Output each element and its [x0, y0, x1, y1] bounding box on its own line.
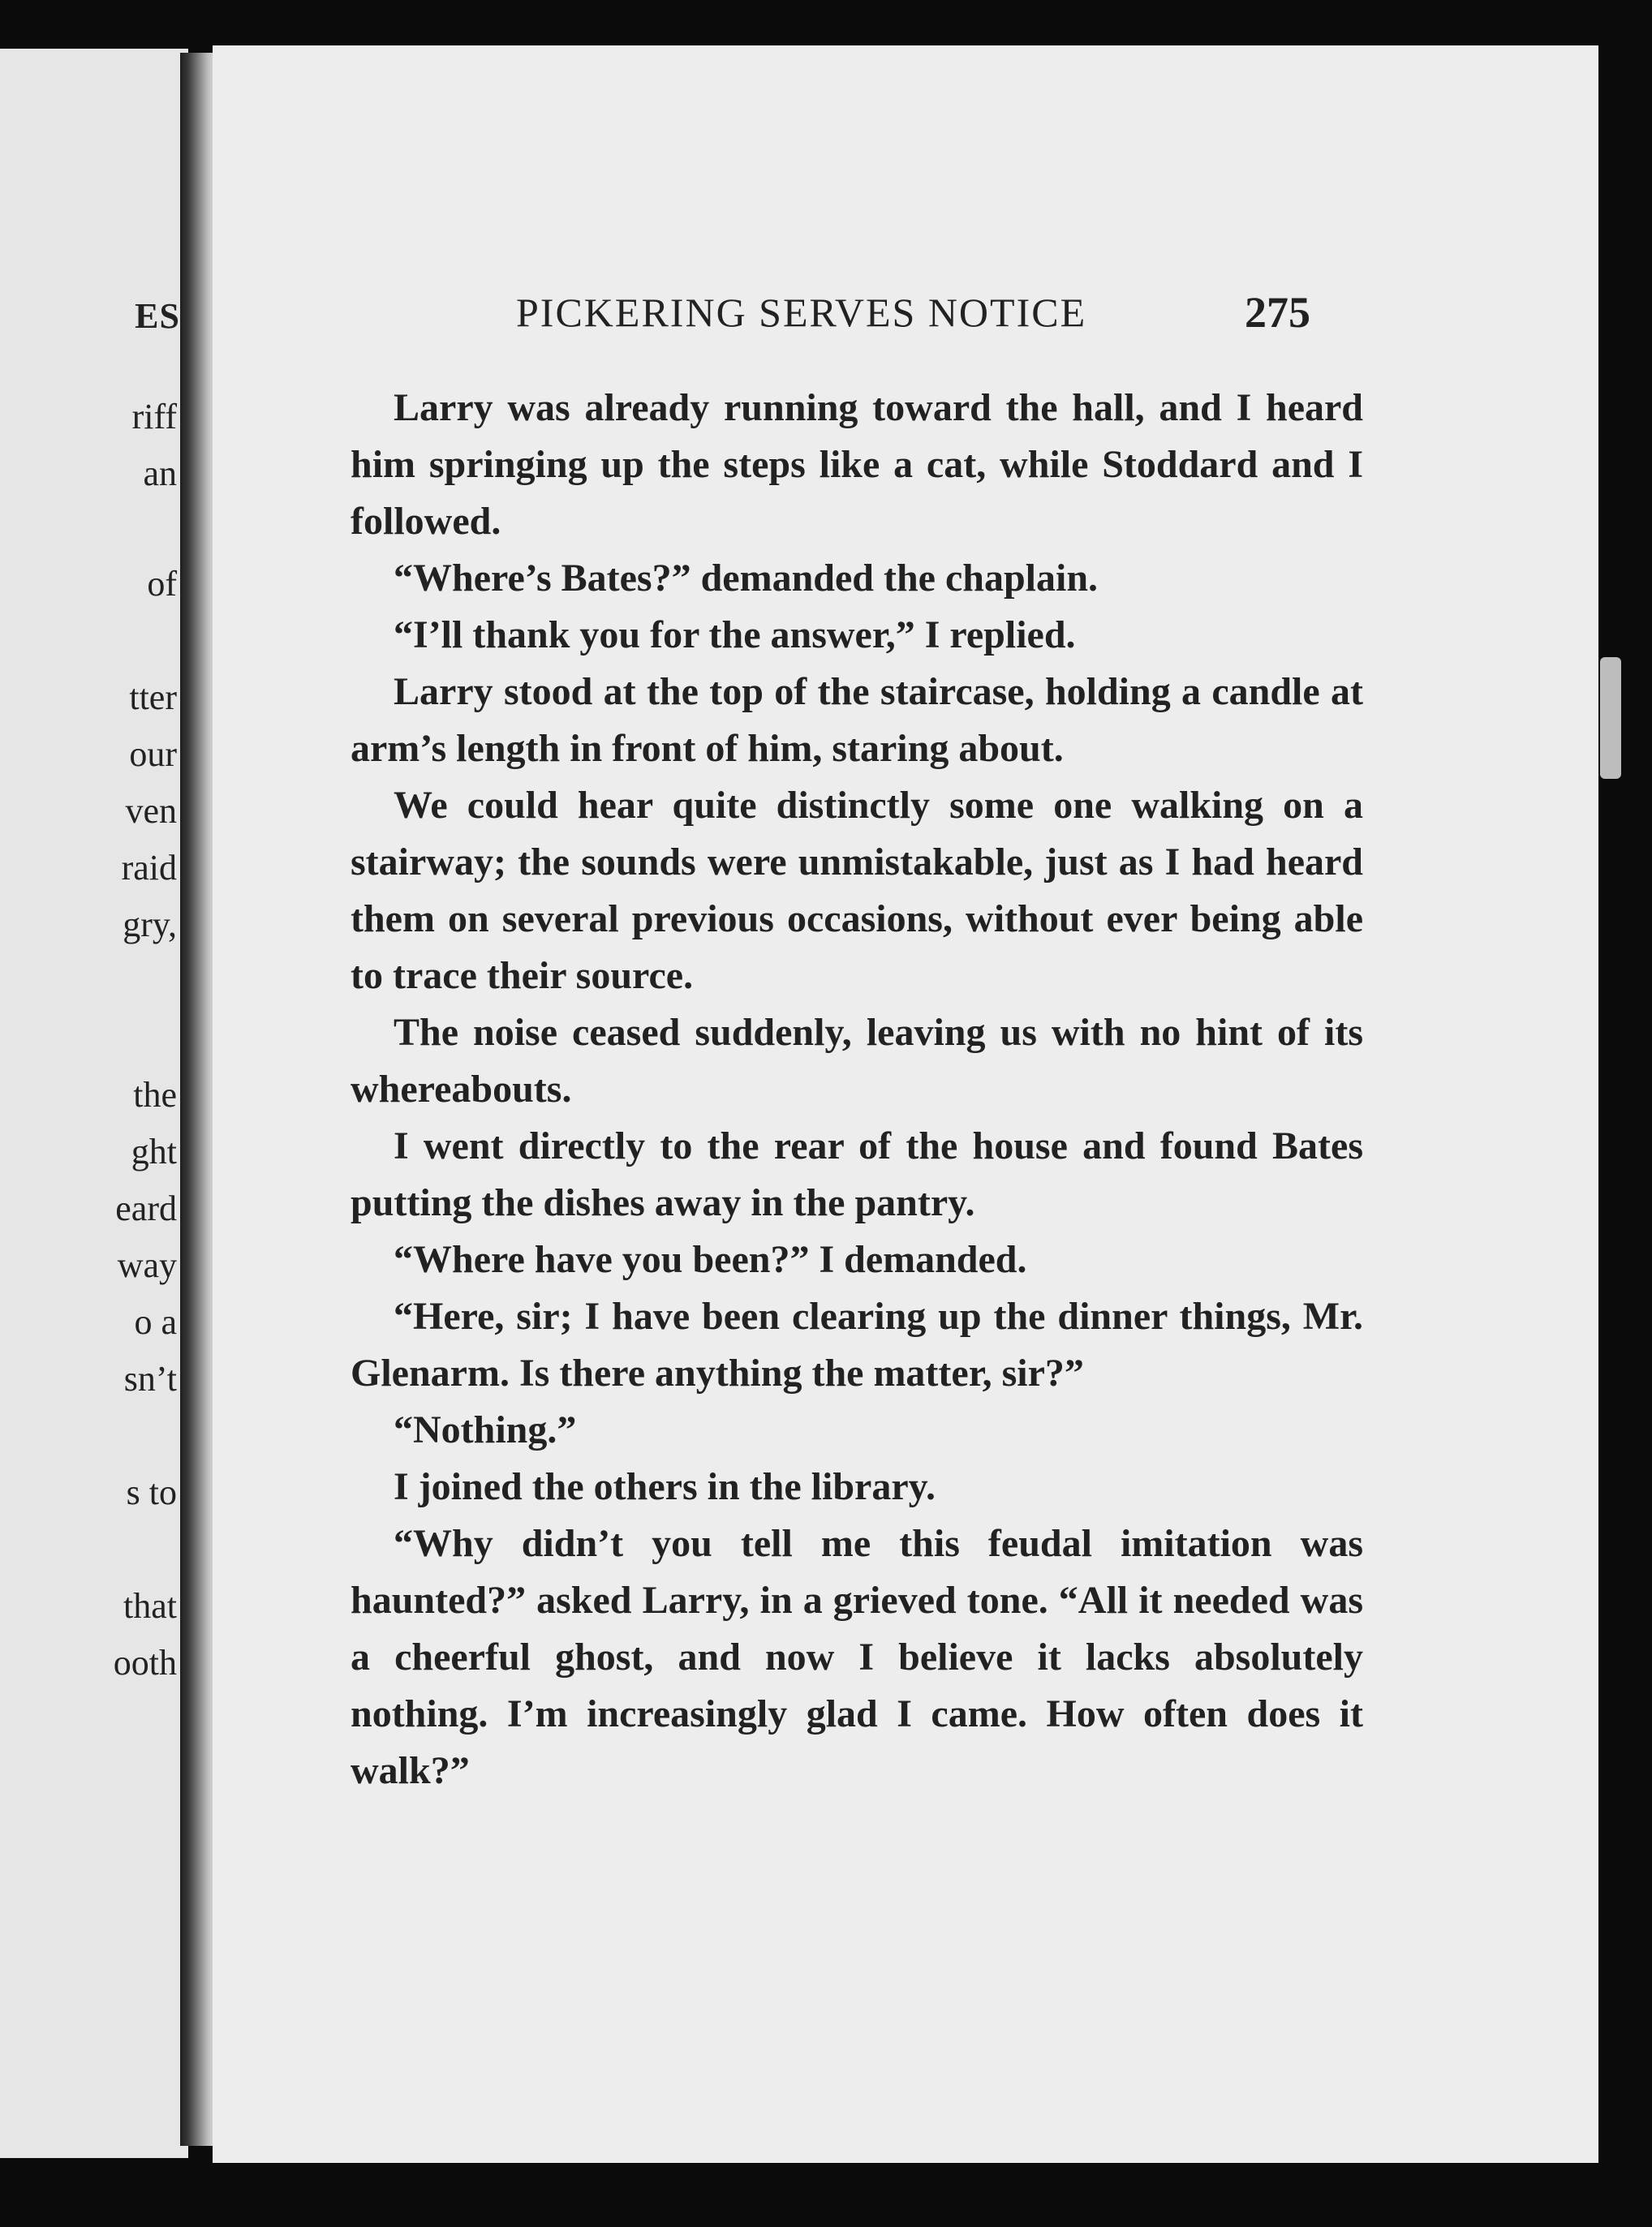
page-number: 275	[1245, 288, 1310, 337]
left-page-text-fragment: tter	[129, 677, 177, 717]
left-facing-page	[0, 49, 188, 2158]
left-page-text-fragment: the	[133, 1075, 177, 1115]
left-page-text-fragment: ght	[131, 1132, 177, 1172]
left-page-text-fragment: ven	[125, 791, 177, 831]
left-page-running-head-fragment: ES	[135, 296, 180, 336]
left-page-text-fragment: that	[123, 1586, 177, 1626]
paragraph: “Where’s Bates?” demanded the chaplain.	[394, 557, 1099, 600]
left-page-text-fragment: ooth	[113, 1643, 177, 1683]
left-page-text-fragment: o a	[134, 1302, 177, 1342]
paragraph: “Why didn’t you tell me this feudal imitation was haunted?” asked Larry, in a grieved tone. “All it needed was a cheerful ghost, and now I believe it lacks absolutely nothing. I’m increasingly glad I came. How often does it walk?”	[351, 1522, 1363, 1792]
left-page-text-fragment: way	[117, 1245, 177, 1285]
paragraph: “I’ll thank you for the answer,” I replied.	[394, 613, 1076, 656]
paragraph: The noise ceased suddenly, leaving us with no hint of its whereabouts.	[351, 1011, 1363, 1111]
running-head: PICKERING SERVES NOTICE	[516, 290, 1087, 335]
paragraph: “Here, sir; I have been clearing up the dinner things, Mr. Glenarm. Is there anything the matter, sir?”	[351, 1295, 1363, 1395]
next-leaf-edge	[1600, 657, 1621, 779]
left-page-text-fragment: eard	[115, 1189, 177, 1228]
paragraph: I went directly to the rear of the house and found Bates putting the dishes away in the pantry.	[351, 1124, 1363, 1224]
paragraph: Larry stood at the top of the staircase, holding a candle at arm’s length in front of him, staring about.	[351, 670, 1363, 770]
paragraph: Larry was already running toward the hall, and I heard him springing up the steps like a cat, while Stoddard and I followed.	[351, 386, 1363, 543]
left-page-text-fragment: sn’t	[123, 1359, 177, 1399]
left-page-text-fragment: our	[129, 734, 177, 774]
paragraph: I joined the others in the library.	[394, 1465, 936, 1508]
left-page-text-fragment: an	[143, 454, 177, 493]
left-page-text-fragment: of	[147, 564, 177, 604]
paragraph: “Where have you been?” I demanded.	[394, 1238, 1027, 1281]
left-page-text-fragment: s to	[126, 1472, 177, 1512]
paragraph: “Nothing.”	[394, 1408, 577, 1451]
left-page-text-fragment: raid	[121, 848, 177, 888]
book-page	[213, 45, 1598, 2163]
paragraph: We could hear quite distinctly some one walking on a stairway; the sounds were unmistakable, just as I had heard them on several previous occasions, without ever being able to trace their source.	[351, 784, 1363, 997]
left-page-text-fragment: gry,	[123, 905, 177, 944]
left-page-text-fragment: riff	[131, 397, 177, 436]
body-text	[351, 380, 1363, 1799]
